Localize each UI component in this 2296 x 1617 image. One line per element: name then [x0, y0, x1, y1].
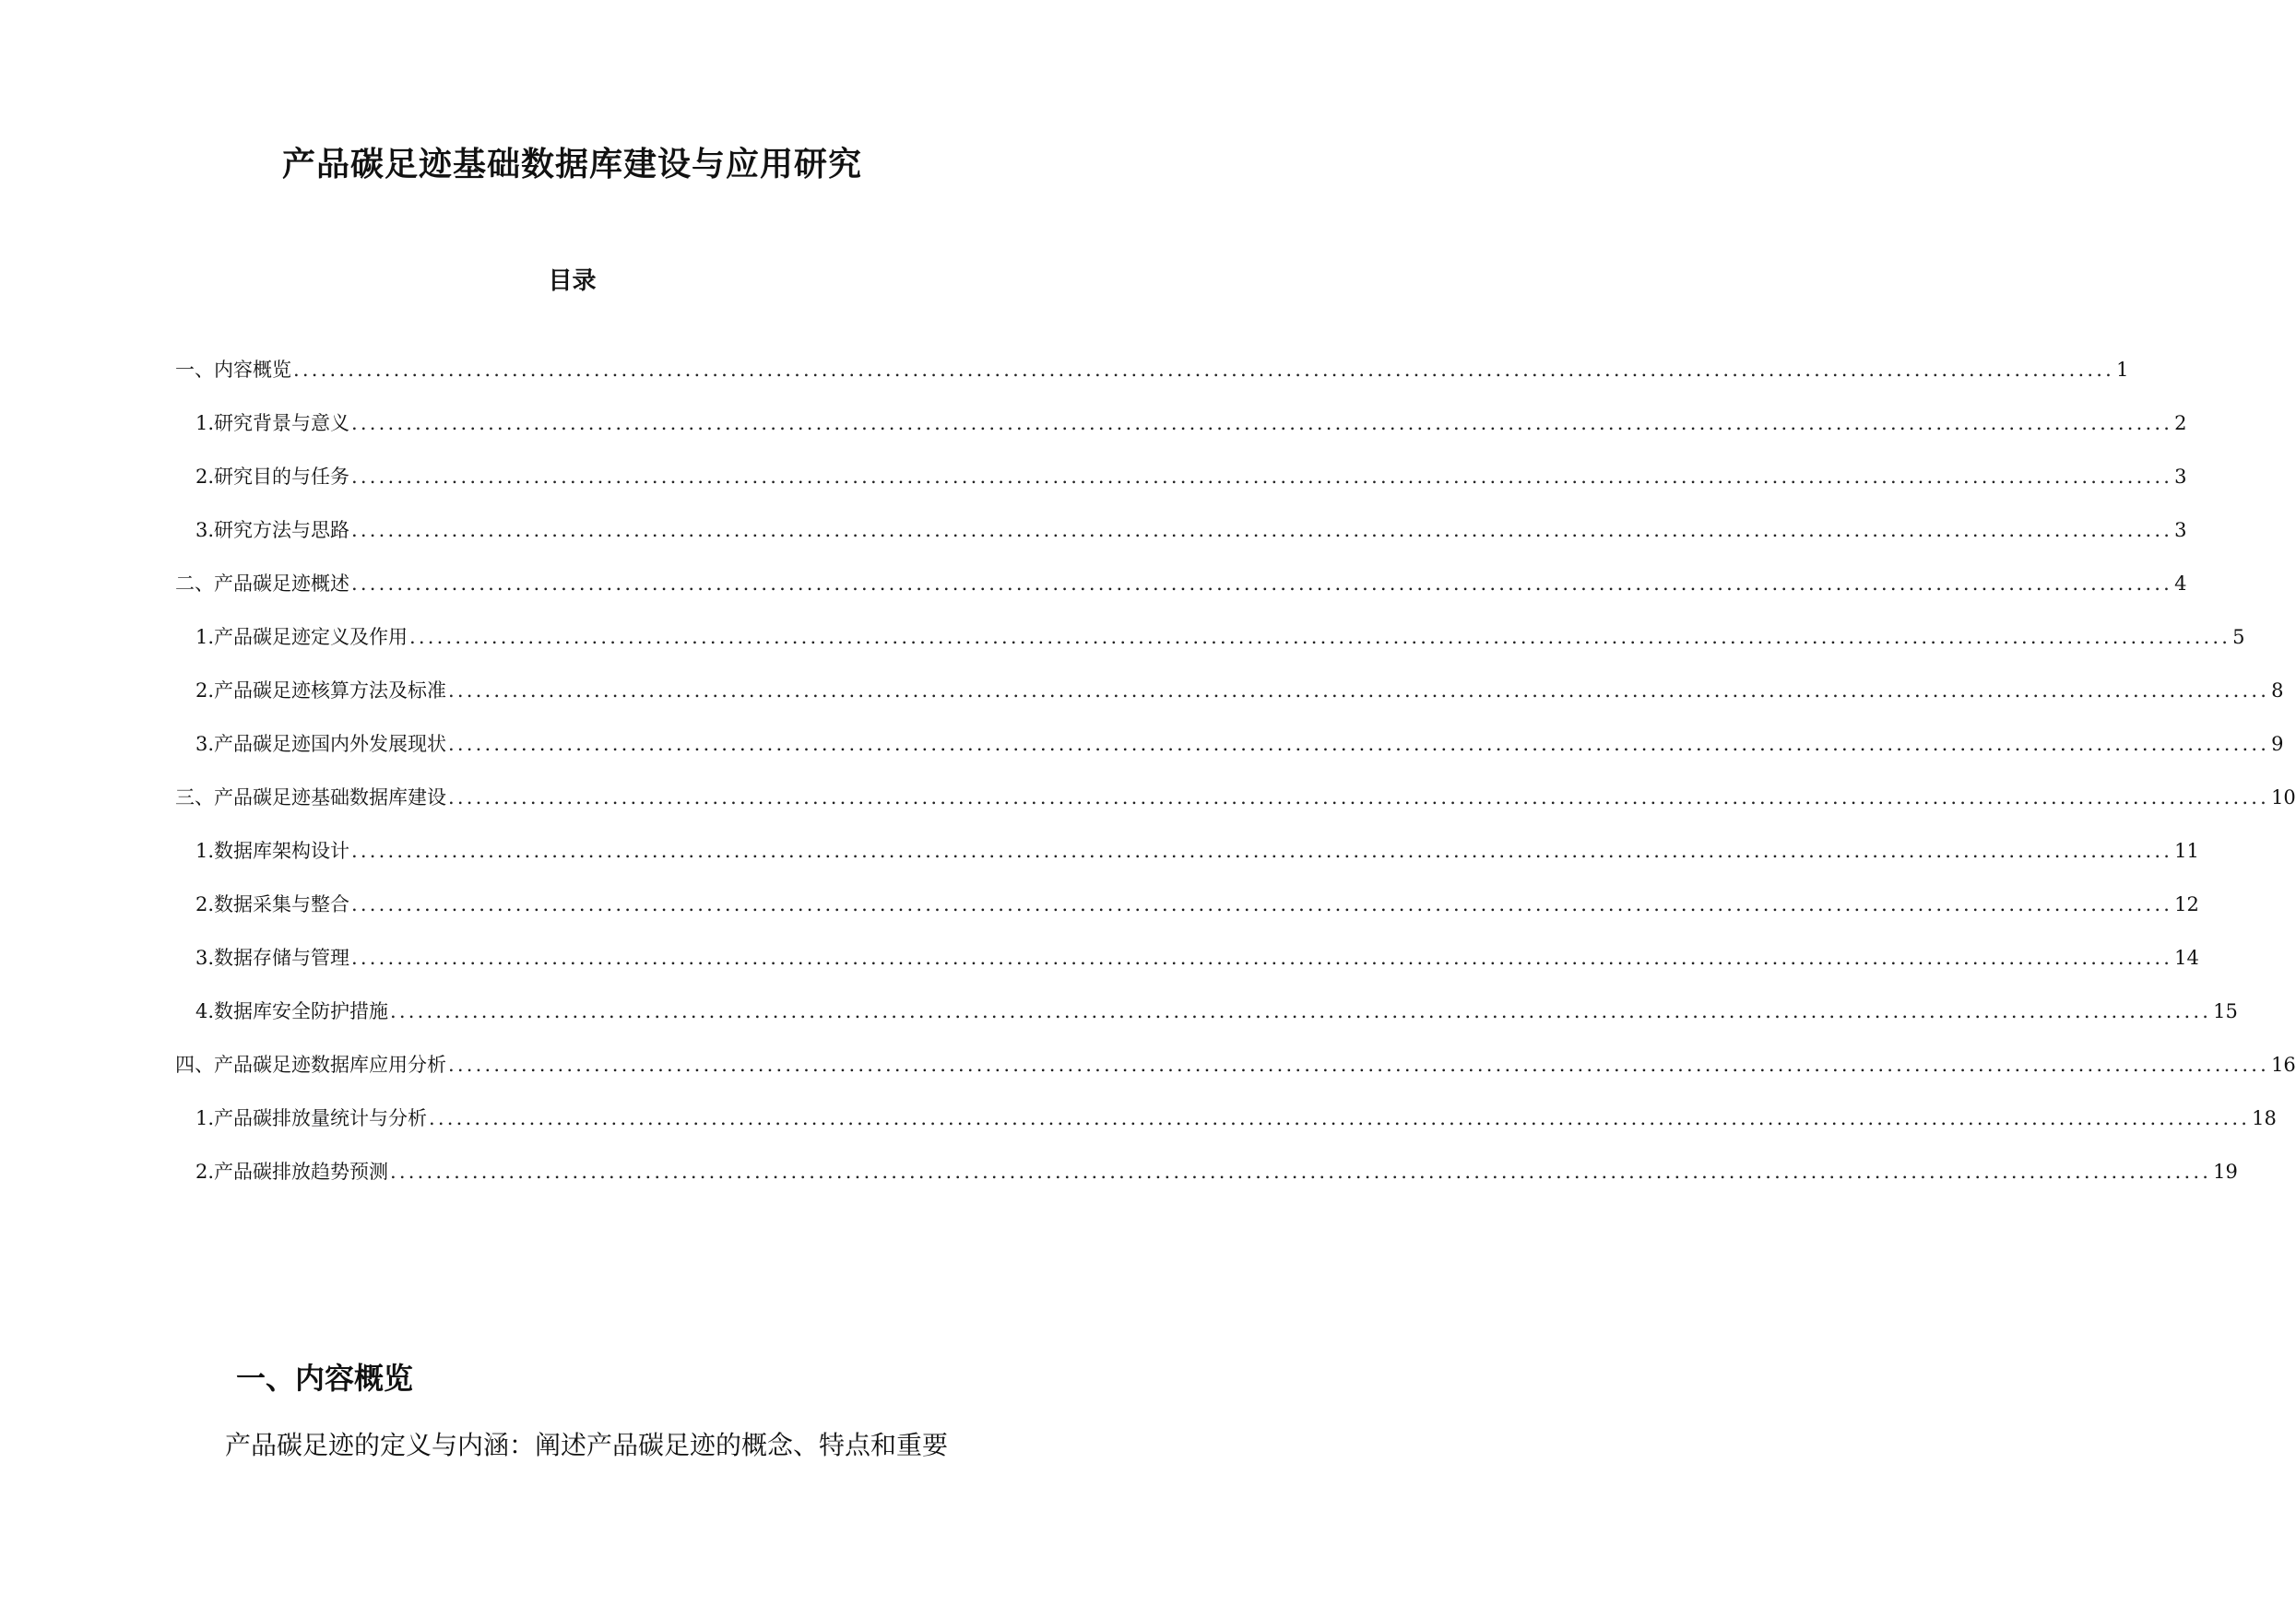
- toc-entry-page: 1: [2116, 359, 2129, 381]
- toc-entry[interactable]: [195, 944, 2199, 972]
- toc-entry-number: 1.: [195, 412, 215, 434]
- toc-entry[interactable]: [195, 837, 2199, 865]
- section-heading: 一、内容概览: [236, 1361, 414, 1396]
- toc-entry-text: 研究方法与思路: [214, 519, 350, 541]
- toc-entry-text: 产品碳排放量统计与分析: [214, 1107, 428, 1129]
- toc-entry[interactable]: [175, 784, 2296, 811]
- toc-leader-dots: ........................................................................................................................................................................................................: [409, 626, 2231, 648]
- toc-entry-page: 12: [2174, 893, 2199, 915]
- toc-leader-dots: ........................................................................................................................................................................................................: [351, 840, 2173, 862]
- toc-entry-number: 1.: [195, 840, 215, 862]
- toc-leader-dots: ........................................................................................................................................................................................................: [351, 947, 2173, 969]
- body-paragraph: 产品碳足迹的定义与内涵：阐述产品碳足迹的概念、特点和重要: [225, 1430, 949, 1460]
- toc-entry[interactable]: [195, 409, 2187, 437]
- toc-entry[interactable]: [195, 463, 2187, 490]
- toc-entry-text: 一、内容概览: [175, 359, 291, 381]
- toc-entry-text: 研究背景与意义: [214, 412, 350, 434]
- toc-leader-dots: ........................................................................................................................................................................................................: [448, 1054, 2270, 1076]
- toc-leader-dots: ........................................................................................................................................................................................................: [293, 359, 2115, 381]
- toc-entry-number: 1.: [195, 1107, 215, 1129]
- toc-entry-page: 9: [2271, 733, 2284, 755]
- toc-entry-text: 数据采集与整合: [214, 893, 350, 915]
- toc-entry[interactable]: [195, 891, 2199, 918]
- toc-entry[interactable]: [175, 570, 2187, 597]
- toc-entry-text: 产品碳足迹国内外发展现状: [214, 733, 447, 755]
- toc-entry-text: 产品碳排放趋势预测: [214, 1161, 389, 1183]
- toc-entry[interactable]: [195, 623, 2245, 651]
- toc-entry-number: 3.: [195, 733, 215, 755]
- toc-entry-text: 二、产品碳足迹概述: [175, 572, 349, 595]
- toc-entry[interactable]: [195, 730, 2284, 758]
- toc-entry-page: 3: [2174, 519, 2187, 541]
- toc-entry-text: 数据库架构设计: [214, 840, 350, 862]
- toc-entry-text: 研究目的与任务: [214, 466, 350, 488]
- toc-entry-page: 4: [2174, 572, 2187, 595]
- toc-entry[interactable]: [175, 356, 2129, 384]
- toc-entry-text: 产品碳足迹定义及作用: [214, 626, 408, 648]
- toc-entry[interactable]: [195, 997, 2238, 1025]
- toc-entry[interactable]: [195, 1104, 2277, 1132]
- toc-leader-dots: ........................................................................................................................................................................................................: [429, 1107, 2251, 1129]
- toc-entry[interactable]: [195, 516, 2187, 544]
- toc-entry-page: 2: [2174, 412, 2187, 434]
- toc-entry-page: 18: [2252, 1107, 2277, 1129]
- toc-entry-page: 14: [2174, 947, 2199, 969]
- toc-leader-dots: ........................................................................................................................................................................................................: [448, 786, 2270, 808]
- toc-leader-dots: ........................................................................................................................................................................................................: [351, 412, 2173, 434]
- toc-entry[interactable]: [195, 677, 2284, 704]
- toc-entry-page: 16: [2271, 1054, 2296, 1076]
- toc-entry-number: 4.: [195, 1000, 215, 1022]
- toc-leader-dots: ........................................................................................................................................................................................................: [351, 893, 2173, 915]
- toc-entry-number: 2.: [195, 466, 215, 488]
- toc-entry-number: 2.: [195, 893, 215, 915]
- toc-entry-number: 2.: [195, 1161, 215, 1183]
- toc-leader-dots: ........................................................................................................................................................................................................: [351, 466, 2173, 488]
- toc-heading: 目录: [548, 267, 597, 295]
- toc-leader-dots: ........................................................................................................................................................................................................: [390, 1161, 2212, 1183]
- toc-entry-text: 四、产品碳足迹数据库应用分析: [175, 1054, 446, 1076]
- toc-entry[interactable]: [175, 1051, 2296, 1079]
- toc-entry-number: 3.: [195, 519, 215, 541]
- toc-entry-text: 产品碳足迹核算方法及标准: [214, 679, 447, 702]
- toc-entry-number: 1.: [195, 626, 215, 648]
- toc-entry-number: 3.: [195, 947, 215, 969]
- toc-entry[interactable]: [195, 1158, 2238, 1186]
- toc-entry-page: 11: [2174, 840, 2199, 862]
- toc-entry-page: 8: [2271, 679, 2284, 702]
- toc-entry-number: 2.: [195, 679, 215, 702]
- toc-leader-dots: ........................................................................................................................................................................................................: [351, 572, 2173, 595]
- toc-entry-page: 3: [2174, 466, 2187, 488]
- toc-leader-dots: ........................................................................................................................................................................................................: [390, 1000, 2212, 1022]
- toc-entry-page: 5: [2232, 626, 2245, 648]
- toc-leader-dots: ........................................................................................................................................................................................................: [351, 519, 2173, 541]
- toc-entry-text: 三、产品碳足迹基础数据库建设: [175, 786, 446, 808]
- toc-entry-page: 19: [2213, 1161, 2238, 1183]
- toc-leader-dots: ........................................................................................................................................................................................................: [448, 733, 2270, 755]
- toc-leader-dots: ........................................................................................................................................................................................................: [448, 679, 2270, 702]
- toc-entry-page: 15: [2213, 1000, 2238, 1022]
- toc-entry-text: 数据库安全防护措施: [214, 1000, 389, 1022]
- document-title: 产品碳足迹基础数据库建设与应用研究: [281, 146, 862, 183]
- toc-entry-page: 10: [2271, 786, 2296, 808]
- toc-entry-text: 数据存储与管理: [214, 947, 350, 969]
